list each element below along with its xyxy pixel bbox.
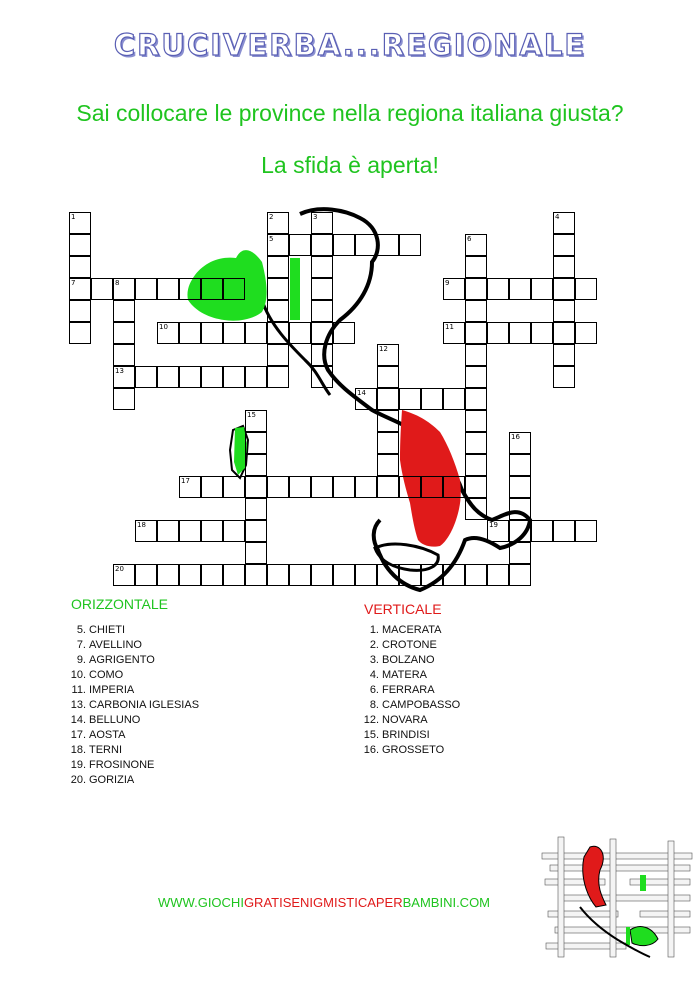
crossword-cell[interactable] bbox=[465, 432, 487, 454]
crossword-cell[interactable] bbox=[179, 520, 201, 542]
crossword-cell[interactable] bbox=[575, 278, 597, 300]
down-heading: VERTICALE bbox=[364, 601, 442, 617]
crossword-cell[interactable] bbox=[333, 234, 355, 256]
crossword-cell[interactable] bbox=[311, 256, 333, 278]
cell-number: 3 bbox=[313, 213, 318, 221]
crossword-cell[interactable] bbox=[267, 300, 289, 322]
crossword-cell[interactable] bbox=[465, 476, 487, 498]
crossword-cell[interactable] bbox=[69, 212, 91, 234]
crossword-cell[interactable] bbox=[201, 520, 223, 542]
crossword-cell[interactable] bbox=[509, 564, 531, 586]
crossword-cell[interactable] bbox=[421, 476, 443, 498]
down-clue-list bbox=[361, 623, 460, 758]
question-text: Sai collocare le province nella regiona italiana giusta? bbox=[76, 100, 624, 126]
crossword-cell[interactable] bbox=[531, 322, 553, 344]
clue-across: 17. AOSTA bbox=[70, 729, 126, 741]
clue-down: 16. GROSSETO bbox=[363, 744, 445, 756]
crossword-cell[interactable] bbox=[377, 344, 399, 366]
clue-across: 5. CHIETI bbox=[76, 624, 126, 636]
crossword-cell[interactable] bbox=[157, 520, 179, 542]
crossword-cell[interactable] bbox=[553, 366, 575, 388]
green-stripe bbox=[290, 258, 300, 320]
crossword-cell[interactable] bbox=[443, 564, 465, 586]
crossword-cell[interactable] bbox=[245, 432, 267, 454]
crossword-cell[interactable] bbox=[113, 564, 135, 586]
crossword-cell[interactable] bbox=[487, 322, 509, 344]
clue-across: 20. GORIZIA bbox=[70, 774, 135, 786]
cell-number: 19 bbox=[489, 521, 498, 529]
cell-number: 10 bbox=[159, 323, 168, 331]
crossword-cell[interactable] bbox=[465, 256, 487, 278]
crossword-cell[interactable] bbox=[465, 234, 487, 256]
crossword-cell[interactable] bbox=[311, 234, 333, 256]
crossword-cell[interactable] bbox=[201, 366, 223, 388]
crossword-cell[interactable] bbox=[311, 564, 333, 586]
crossword-cell[interactable] bbox=[465, 300, 487, 322]
crossword-cell[interactable] bbox=[157, 564, 179, 586]
clue-across: 19. FROSINONE bbox=[70, 759, 155, 771]
crossword-cell[interactable] bbox=[245, 322, 267, 344]
crossword-cell[interactable] bbox=[487, 564, 509, 586]
clue-across: 7. AVELLINO bbox=[76, 639, 142, 651]
crossword-cell[interactable] bbox=[113, 366, 135, 388]
crossword-cell[interactable] bbox=[509, 520, 531, 542]
clue-across: 10. COMO bbox=[70, 669, 124, 681]
crossword-cell[interactable] bbox=[311, 212, 333, 234]
crossword-cell[interactable] bbox=[267, 366, 289, 388]
challenge-text: La sfida è aperta! bbox=[261, 152, 439, 178]
cell-number: 6 bbox=[467, 235, 472, 243]
cell-number: 17 bbox=[181, 477, 190, 485]
crossword-cell[interactable] bbox=[465, 322, 487, 344]
crossword-cell[interactable] bbox=[245, 410, 267, 432]
cell-number: 11 bbox=[445, 323, 454, 331]
crossword-cell[interactable] bbox=[245, 366, 267, 388]
crossword-cell[interactable] bbox=[377, 410, 399, 432]
crossword-cell[interactable] bbox=[223, 564, 245, 586]
crossword-cell[interactable] bbox=[267, 322, 289, 344]
crossword-thumbnail-image bbox=[540, 835, 695, 963]
clue-down: 12. NOVARA bbox=[363, 714, 428, 726]
crossword-cell[interactable] bbox=[201, 564, 223, 586]
clue-down: 15. BRINDISI bbox=[363, 729, 430, 741]
cell-number: 9 bbox=[445, 279, 450, 287]
crossword-cell[interactable] bbox=[443, 278, 465, 300]
cell-number: 5 bbox=[269, 235, 274, 243]
crossword-cell[interactable] bbox=[465, 344, 487, 366]
crossword-cell[interactable] bbox=[179, 322, 201, 344]
across-heading: ORIZZONTALE bbox=[71, 596, 168, 612]
cell-number: 14 bbox=[357, 389, 366, 397]
crossword-cell[interactable] bbox=[465, 454, 487, 476]
crossword-cell[interactable] bbox=[553, 300, 575, 322]
crossword-cell[interactable] bbox=[465, 564, 487, 586]
crossword-cell[interactable] bbox=[443, 388, 465, 410]
crossword-cell[interactable] bbox=[443, 322, 465, 344]
crossword-cell[interactable] bbox=[135, 366, 157, 388]
crossword-cell[interactable] bbox=[223, 520, 245, 542]
crossword-cell[interactable] bbox=[399, 234, 421, 256]
crossword-cell[interactable] bbox=[289, 564, 311, 586]
crossword-cell[interactable] bbox=[289, 234, 311, 256]
crossword-cell[interactable] bbox=[377, 454, 399, 476]
crossword-cell[interactable] bbox=[355, 388, 377, 410]
crossword-cell[interactable] bbox=[311, 476, 333, 498]
crossword-cell[interactable] bbox=[443, 476, 465, 498]
crossword-cell[interactable] bbox=[267, 212, 289, 234]
crossword-cell[interactable] bbox=[311, 278, 333, 300]
crossword-cell[interactable] bbox=[377, 564, 399, 586]
crossword-cell[interactable] bbox=[69, 256, 91, 278]
crossword-cell[interactable] bbox=[333, 322, 355, 344]
crossword-cell[interactable] bbox=[377, 476, 399, 498]
cell-number: 4 bbox=[555, 213, 560, 221]
crossword-cell[interactable] bbox=[245, 476, 267, 498]
crossword-cell[interactable] bbox=[509, 322, 531, 344]
clue-across: 9. AGRIGENTO bbox=[76, 654, 155, 666]
footer-part-1: WWW.GIOCHI bbox=[158, 895, 244, 910]
crossword-cell[interactable] bbox=[113, 300, 135, 322]
cell-number: 15 bbox=[247, 411, 256, 419]
cell-number: 20 bbox=[115, 565, 124, 573]
crossword-cell[interactable] bbox=[69, 300, 91, 322]
crossword-cell[interactable] bbox=[245, 564, 267, 586]
crossword-cell[interactable] bbox=[113, 278, 135, 300]
crossword-cell[interactable] bbox=[135, 520, 157, 542]
crossword-cell[interactable] bbox=[267, 344, 289, 366]
crossword-cell[interactable] bbox=[311, 300, 333, 322]
crossword-cell[interactable] bbox=[179, 366, 201, 388]
crossword-cell[interactable] bbox=[531, 278, 553, 300]
clue-down: 3. BOLZANO bbox=[369, 654, 435, 666]
crossword-cell[interactable] bbox=[245, 498, 267, 520]
crossword-cell[interactable] bbox=[465, 498, 487, 520]
clue-across: 11. IMPERIA bbox=[71, 684, 135, 696]
website-link[interactable] bbox=[158, 895, 490, 910]
crossword-cell[interactable] bbox=[355, 476, 377, 498]
crossword-cell[interactable] bbox=[465, 388, 487, 410]
footer-part-3: BAMBINI.COM bbox=[402, 895, 491, 910]
crossword-cell[interactable] bbox=[267, 278, 289, 300]
across-clue-list bbox=[68, 623, 199, 788]
crossword-cell[interactable] bbox=[553, 234, 575, 256]
crossword-cell[interactable] bbox=[311, 366, 333, 388]
crossword-cell[interactable] bbox=[421, 564, 443, 586]
crossword-cell[interactable] bbox=[157, 366, 179, 388]
crossword-cell[interactable] bbox=[355, 234, 377, 256]
crossword-cell[interactable] bbox=[223, 476, 245, 498]
crossword-cell[interactable] bbox=[201, 278, 223, 300]
crossword-cell[interactable] bbox=[179, 278, 201, 300]
cell-number: 13 bbox=[115, 367, 124, 375]
crossword-cell[interactable] bbox=[69, 278, 91, 300]
crossword-cell[interactable] bbox=[113, 344, 135, 366]
cell-number: 16 bbox=[511, 433, 520, 441]
crossword-cell[interactable] bbox=[575, 520, 597, 542]
crossword-cell[interactable] bbox=[135, 278, 157, 300]
crossword-cell[interactable] bbox=[267, 234, 289, 256]
footer-part-2: GRATISENIGMISTICAPER bbox=[243, 895, 403, 910]
crossword-cell[interactable] bbox=[465, 278, 487, 300]
cell-number: 2 bbox=[269, 213, 274, 221]
crossword-cell[interactable] bbox=[575, 322, 597, 344]
crossword-cell[interactable] bbox=[509, 476, 531, 498]
crossword-cell[interactable] bbox=[223, 322, 245, 344]
crossword-cell[interactable] bbox=[333, 476, 355, 498]
crossword-cell[interactable] bbox=[553, 344, 575, 366]
clue-down: 6. FERRARA bbox=[369, 684, 435, 696]
crossword-cell[interactable] bbox=[267, 256, 289, 278]
crossword-cell[interactable] bbox=[377, 432, 399, 454]
crossword-cell[interactable] bbox=[267, 476, 289, 498]
crossword-cell[interactable] bbox=[69, 234, 91, 256]
cell-number: 18 bbox=[137, 521, 146, 529]
crossword-cell[interactable] bbox=[289, 322, 311, 344]
crossword-cell[interactable] bbox=[421, 388, 443, 410]
crossword-cell[interactable] bbox=[399, 476, 421, 498]
crossword-cell[interactable] bbox=[377, 388, 399, 410]
crossword-cell[interactable] bbox=[201, 322, 223, 344]
clue-across: 13. CARBONIA IGLESIAS bbox=[70, 699, 200, 711]
crossword-cell[interactable] bbox=[311, 344, 333, 366]
crossword-cell[interactable] bbox=[245, 520, 267, 542]
crossword-cell[interactable] bbox=[553, 520, 575, 542]
cell-number: 1 bbox=[71, 213, 76, 221]
crossword-cell[interactable] bbox=[377, 234, 399, 256]
crossword-cell[interactable] bbox=[179, 476, 201, 498]
cell-number: 7 bbox=[71, 279, 76, 287]
cell-number: 8 bbox=[115, 279, 120, 287]
clue-across: 18. TERNI bbox=[70, 744, 122, 756]
clue-down: 2. CROTONE bbox=[369, 639, 437, 651]
crossword-cell[interactable] bbox=[487, 278, 509, 300]
crossword-cell[interactable] bbox=[553, 212, 575, 234]
clue-down: 8. CAMPOBASSO bbox=[369, 699, 461, 711]
crossword-cell[interactable] bbox=[377, 366, 399, 388]
clue-across: 14. BELLUNO bbox=[70, 714, 141, 726]
crossword-cell[interactable] bbox=[399, 564, 421, 586]
crossword-cell[interactable] bbox=[509, 432, 531, 454]
crossword-cell[interactable] bbox=[113, 322, 135, 344]
crossword-cell[interactable] bbox=[509, 542, 531, 564]
crossword-cell[interactable] bbox=[135, 564, 157, 586]
crossword-cell[interactable] bbox=[465, 366, 487, 388]
crossword-cell[interactable] bbox=[69, 322, 91, 344]
crossword-cell[interactable] bbox=[355, 564, 377, 586]
crossword-cell[interactable] bbox=[179, 564, 201, 586]
crossword-cell[interactable] bbox=[553, 278, 575, 300]
crossword-cell[interactable] bbox=[509, 278, 531, 300]
crossword-cell[interactable] bbox=[531, 520, 553, 542]
crossword-cell[interactable] bbox=[113, 388, 135, 410]
crossword-cell[interactable] bbox=[91, 278, 113, 300]
crossword-cell[interactable] bbox=[245, 542, 267, 564]
crossword-cell[interactable] bbox=[201, 476, 223, 498]
page-title: CRUCIVERBA...REGIONALE bbox=[113, 28, 587, 62]
crossword-cell[interactable] bbox=[245, 454, 267, 476]
crossword-cell[interactable] bbox=[509, 498, 531, 520]
clue-down: 4. MATERA bbox=[369, 669, 428, 681]
crossword-cell[interactable] bbox=[311, 322, 333, 344]
crossword-cell[interactable] bbox=[223, 366, 245, 388]
crossword-cell[interactable] bbox=[289, 476, 311, 498]
crossword-cell[interactable] bbox=[223, 278, 245, 300]
cell-number: 12 bbox=[379, 345, 388, 353]
crossword-cell[interactable] bbox=[553, 322, 575, 344]
clue-down: 1. MACERATA bbox=[369, 624, 442, 636]
crossword-cell[interactable] bbox=[157, 322, 179, 344]
crossword-cell[interactable] bbox=[553, 256, 575, 278]
crossword-cell[interactable] bbox=[333, 564, 355, 586]
crossword-cell[interactable] bbox=[487, 520, 509, 542]
crossword-cell[interactable] bbox=[399, 388, 421, 410]
crossword-cell[interactable] bbox=[157, 278, 179, 300]
crossword-cell[interactable] bbox=[465, 410, 487, 432]
crossword-cell[interactable] bbox=[509, 454, 531, 476]
crossword-cell[interactable] bbox=[267, 564, 289, 586]
